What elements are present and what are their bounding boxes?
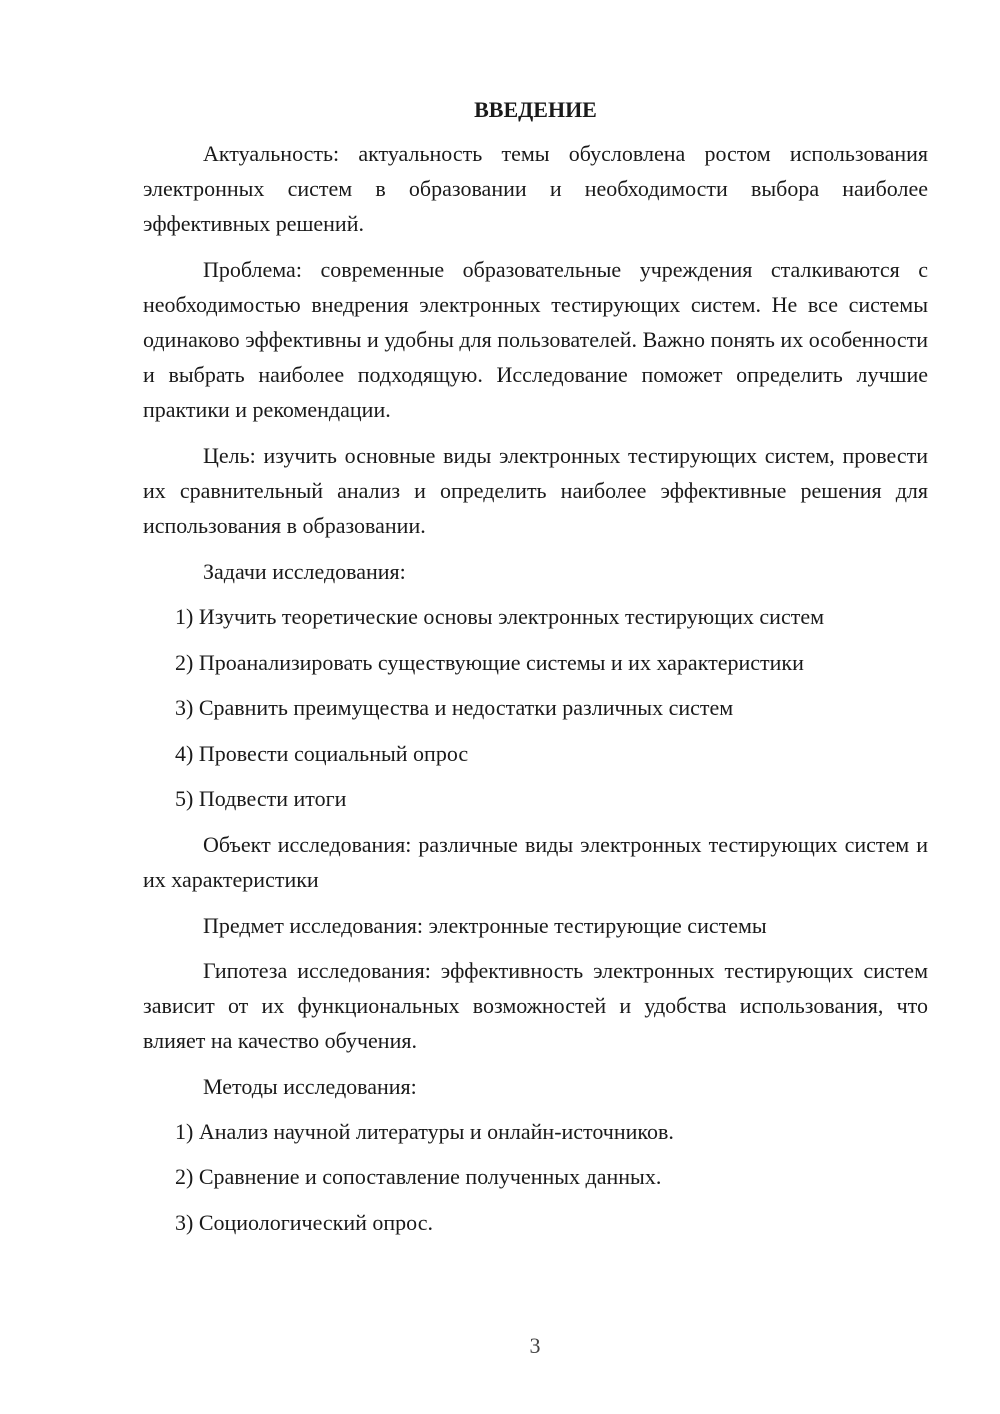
list-item: 2) Проанализировать существующие системы и их характеристики bbox=[175, 649, 804, 675]
tasks-title: Задачи исследования: bbox=[203, 559, 406, 584]
list-item: 3) Сравнить преимущества и недостатки различных систем bbox=[175, 695, 734, 720]
tasks-list bbox=[143, 599, 928, 817]
methods-list bbox=[143, 1114, 928, 1241]
hypothesis-paragraph: Гипотеза исследования: эффективность электронных тестирующих систем зависит от их функциональных возможностей и удобства использования, что влияет на качество обучения. bbox=[143, 957, 928, 1053]
goal-paragraph: Цель: изучить основные виды электронных тестирующих систем, провести их сравнительный анализ и определить наиболее эффективные решения для использования в образовании. bbox=[143, 443, 928, 538]
list-item: 3) Социологический опрос. bbox=[175, 1209, 433, 1235]
object-paragraph: Объект исследования: различные виды электронных тестирующих систем и их характеристики bbox=[143, 831, 928, 892]
list-item: 5) Подвести итоги bbox=[175, 786, 347, 811]
page-content bbox=[143, 92, 928, 1250]
list-item: 4) Провести социальный опрос bbox=[175, 740, 469, 766]
problem-paragraph: Проблема: современные образовательные учреждения сталкиваются с необходимостью внедрения электронных тестирующих систем. Не все системы одинаково эффективны и удобны для пользователей. Важно понять их особенности и выбрать наиболее подходящую. Исследование поможет определить лучшие практики и рекомендации. bbox=[143, 257, 928, 422]
relevance-paragraph: Актуальность: актуальность темы обусловлена ростом использования электронных систем в образовании и необходимости выбора наиболее эффективных решений. bbox=[143, 141, 928, 236]
list-item: 2) Сравнение и сопоставление полученных данных. bbox=[175, 1164, 662, 1189]
page-heading: ВВЕДЕНИЕ bbox=[474, 97, 597, 122]
page-number: 3 bbox=[529, 1333, 541, 1358]
methods-title: Методы исследования: bbox=[203, 1073, 417, 1099]
list-item: 1) Изучить теоретические основы электронных тестирующих систем bbox=[175, 604, 825, 629]
subject-paragraph: Предмет исследования: электронные тестирующие системы bbox=[203, 912, 767, 938]
list-item: 1) Анализ научной литературы и онлайн-источников. bbox=[175, 1118, 674, 1144]
